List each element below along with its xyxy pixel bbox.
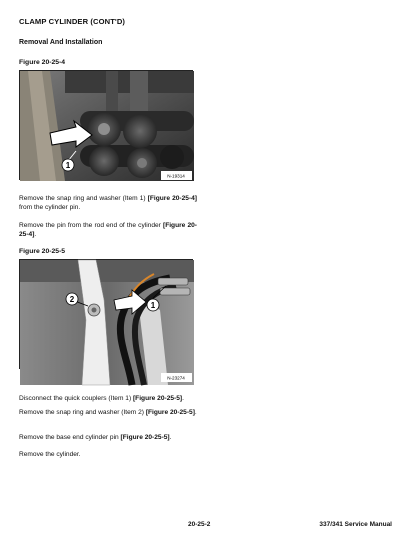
figure-label-2: Figure 20-25-5 <box>19 248 66 255</box>
paragraph: Remove the base end cylinder pin [Figure 20-25-5]. <box>19 434 172 441</box>
photo-id: N-23274 <box>167 375 185 381</box>
manual-title: 337/341 Service Manual <box>319 521 392 528</box>
paragraph: Remove the cylinder. <box>19 451 81 458</box>
page-number: 20-25-2 <box>188 521 211 528</box>
photo-clamp-pin <box>20 71 194 181</box>
figure-reference: [Figure 20-25-4] <box>19 222 197 238</box>
figure-reference: [Figure 20-25-5] <box>120 434 170 441</box>
figure-reference: [Figure 20-25-5] <box>132 395 183 402</box>
section-heading: Removal And Installation <box>19 39 103 46</box>
photo-quick-couplers <box>20 260 194 385</box>
figure-reference: [Figure 20-25-5] <box>145 409 195 416</box>
figure-label-1: Figure 20-25-4 <box>19 59 66 66</box>
photo-id: N-19314 <box>167 173 185 179</box>
callout-number: 1 <box>150 301 156 310</box>
figure-reference: [Figure 20-25-4] <box>147 195 197 202</box>
page-title: CLAMP CYLINDER (CONT'D) <box>19 17 126 26</box>
callout-number: 1 <box>65 161 71 170</box>
paragraph: Remove the pin from the rod end of the cylinder [Figure 20-25-4]. <box>19 222 197 238</box>
callout-number: 2 <box>69 295 75 304</box>
paragraph: Remove the snap ring and washer (Item 2) [Figure 20-25-5]. <box>19 409 197 416</box>
figure-photo-2 <box>19 259 193 381</box>
paragraph: Disconnect the quick couplers (Item 1) [Figure 20-25-5]. <box>19 395 184 402</box>
paragraph: Remove the snap ring and washer (Item 1) [Figure 20-25-4] from the cylinder pin. <box>19 195 197 211</box>
figure-photo-1 <box>19 70 193 180</box>
